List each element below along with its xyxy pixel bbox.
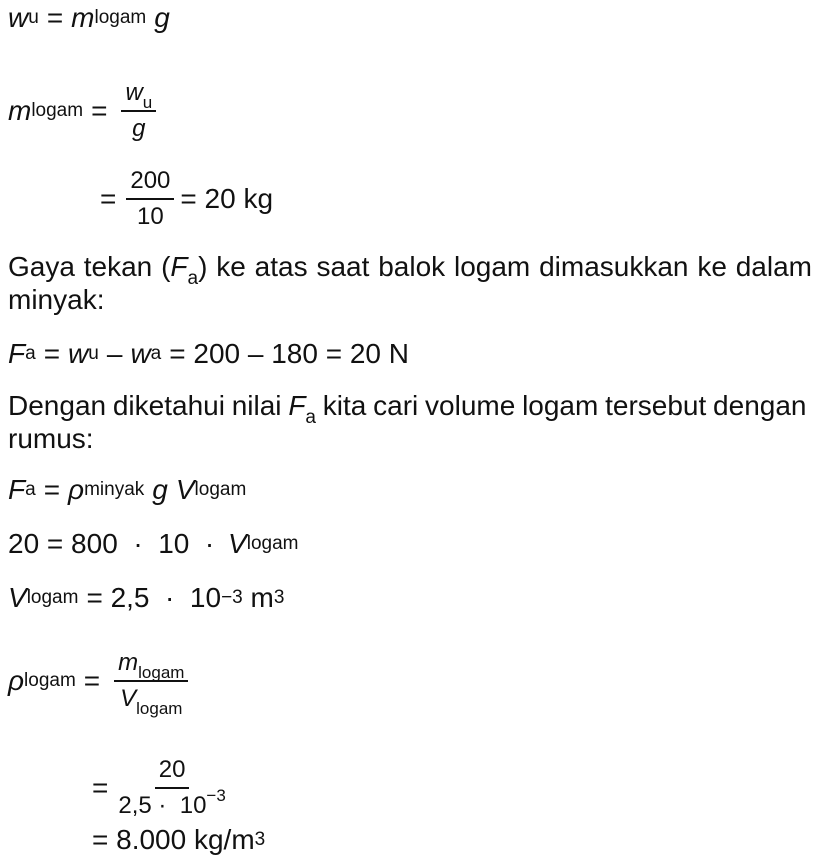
result: = 20 kg [180,183,274,214]
paragraph-buoyancy [8,250,812,316]
numerator: 200 [126,166,174,200]
sub-logam: logam [138,663,185,682]
denominator: 2,5 · 10 [118,792,207,819]
sub-a: a [187,268,199,289]
var-m: m [8,95,32,126]
equation-volume: V logam = 2,5 · 10 −3 m 3 [8,582,285,613]
result: = 8.000 kg/m [92,824,255,855]
text: Gaya tekan ( [8,251,171,282]
var-w: w [8,2,29,33]
equals: = [43,474,61,505]
equals: = [46,2,64,33]
equation-density: ρ logam = $\frac{m_{logam}}{V_{logam}}$ [8,648,194,714]
equals: = [92,772,109,803]
minus: – [106,338,123,369]
equation-mass: m logam = $\frac{w_u}{g}$ [8,78,162,144]
text: ) ke atas saat balok logam dimasukkan ke dalam minyak: [8,251,812,315]
var-rho: ρ [8,665,25,696]
exponent: −3 [206,786,226,805]
text: kita cari volume logam tersebut dengan rumus: [8,390,807,454]
unit: m [242,582,274,613]
var-g: g [132,115,146,142]
sub-a: a [305,407,316,428]
equation-substitution: 20 = 800 · 10 · V logam [8,528,299,559]
sub-logam: logam [136,699,183,718]
var-F: F [170,251,188,282]
equation-mass-value [100,166,273,232]
equation-density-substitution [92,755,236,821]
text: 20 = 800 · 10 · [8,528,223,559]
fraction [114,648,188,718]
equals: = [100,183,117,214]
numerator: 20 [155,755,190,789]
var-V: V [175,474,195,505]
var-m: m [71,2,95,33]
fraction [126,166,174,232]
var-w: w [68,338,89,369]
paragraph-volume [8,389,812,455]
denominator: 10 [137,203,164,230]
text: Dengan diketahui nilai [8,390,289,421]
result: = 200 – 180 = 20 N [169,338,409,369]
var-g: g [154,2,170,33]
var-w: w [125,79,143,106]
equals: = [43,338,61,369]
fraction [114,755,229,821]
var-V: V [8,582,27,613]
equals: = [91,95,108,126]
equation-archimedes: F a = ρ minyak g V logam [8,474,247,505]
equation-buoyancy: F a = w u – w a = 200 – 180 = 20 N [8,338,409,369]
var-w: w [130,338,151,369]
var-m: m [118,649,139,676]
sub-u: u [142,93,153,112]
var-V: V [228,528,247,559]
equation-weight: w u = m logam g [8,2,170,33]
var-V: V [120,685,137,712]
var-F: F [8,338,26,369]
equals: = [83,665,101,696]
fraction [121,78,156,144]
var-F: F [288,390,306,421]
text: = 2,5 · 10 [86,582,222,613]
equation-density-result: = 8.000 kg/m 3 [92,824,266,855]
var-F: F [8,474,26,505]
var-g: g [152,474,168,505]
var-rho: ρ [68,474,85,505]
